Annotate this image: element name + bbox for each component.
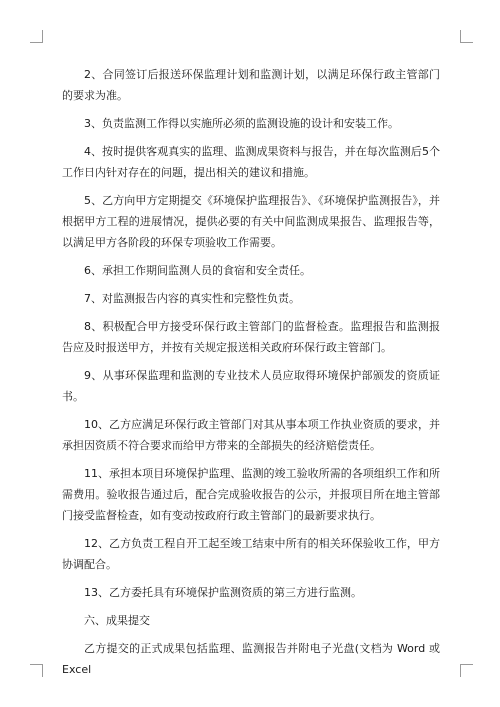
- clause-6: 6、承担工作期间监测人员的食宿和安全责任。: [84, 264, 311, 277]
- clause-9: 9、从事环保监理和监测的专业技术人员应取得环境保护部颁发的资质证书。: [62, 369, 440, 403]
- clause-5: 5、乙方向甲方定期提交《环境保护监理报告》、《环境保护监测报告》，并根据甲方工程的进展情况，提供必要的有关中间监测成果报告、监理报告等，以满足甲方各阶段的环保专项验收工作需要。: [62, 194, 440, 249]
- clause-13: 13、乙方委托具有环境保护监测资质的第三方进行监测。: [84, 586, 362, 599]
- clause-8: 8、积极配合甲方接受环保行政主管部门的监督检查。监理报告和监测报告应及时报送甲方，并按有关规定报送相关政府环保行政主管部门。: [62, 320, 440, 354]
- clause-2: 2、合同签订后报送环保监理计划和监测计划，以满足环保行政主管部门的要求为准。: [62, 68, 440, 102]
- clause-10: 10、乙方应满足环保行政主管部门对其从事本项工作执业资质的要求，并承担因资质不符合要求而给甲方带来的全部损失的经济赔偿责任。: [62, 418, 440, 452]
- clause-4: 4、按时提供客观真实的监理、监测成果资料与报告，并在每次监测后5个工作日内针对存在的问题，提出相关的建议和措施。: [62, 145, 440, 179]
- document-body: [62, 64, 440, 687]
- crop-mark-bottom-left: [30, 664, 43, 677]
- crop-mark-top-left: [30, 30, 43, 43]
- clause-12: 12、乙方负责工程自开工起至竣工结束中所有的相关环保验收工作，甲方协调配合。: [62, 537, 440, 571]
- clause-11: 11、承担本项目环境保护监理、监测的竣工验收所需的各项组织工作和所需费用。验收报告通过后，配合完成验收报告的公示，并报项目所在地主管部门接受监督检查，如有变动按政府行政主管部门的最新要求执行。: [62, 467, 440, 522]
- section-heading: 六、成果提交: [84, 614, 150, 627]
- crop-mark-top-right: [460, 30, 473, 43]
- clause-3: 3、负责监测工作得以实施所必须的监测设施的设计和安装工作。: [84, 117, 399, 130]
- deliverables-paragraph: 乙方提交的正式成果包括监理、监测报告并附电子光盘(文档为 Word 或 Excel: [62, 642, 440, 676]
- clause-7: 7、对监测报告内容的真实性和完整性负责。: [84, 292, 300, 305]
- crop-mark-bottom-right: [460, 664, 473, 677]
